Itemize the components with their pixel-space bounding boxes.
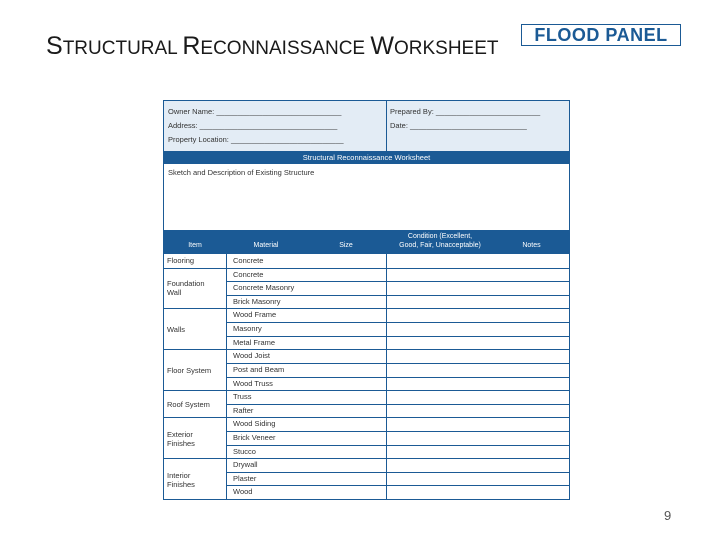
row-divider <box>226 404 569 405</box>
item-roof-system: Roof System <box>167 400 210 409</box>
item-walls: Walls <box>167 325 186 334</box>
row-divider <box>164 349 569 350</box>
row-divider <box>226 485 569 486</box>
property-location-field: Property Location: ___________________________ <box>168 135 344 144</box>
table-body <box>164 254 569 499</box>
address-field: Address: _________________________________ <box>168 121 338 130</box>
material-cell: Wood Siding <box>233 419 276 429</box>
material-cell: Wood <box>233 487 253 497</box>
logo-text: FLOOD PANEL <box>534 25 668 45</box>
header-divider <box>386 101 387 151</box>
item-flooring: Flooring <box>167 256 195 265</box>
prepared-by-field: Prepared By: _________________________ <box>390 107 541 116</box>
item-interior-finishes-line1: Interior <box>167 471 191 480</box>
item-foundation-wall-line2: Wall <box>167 288 182 297</box>
row-divider <box>226 472 569 473</box>
material-cell: Concrete Masonry <box>233 283 295 293</box>
material-cell: Stucco <box>233 446 256 456</box>
row-divider <box>226 377 569 378</box>
sketch-area <box>164 164 569 231</box>
row-divider <box>226 445 569 446</box>
row-divider <box>164 458 569 459</box>
item-foundation-wall-line1: Foundation <box>167 279 205 288</box>
section-title-bar: Structural Reconnaissance Worksheet <box>164 151 569 164</box>
sketch-label: Sketch and Description of Existing Structure <box>168 168 315 177</box>
row-divider <box>164 268 569 269</box>
row-divider <box>164 308 569 309</box>
item-floor-system: Floor System <box>167 366 212 375</box>
material-cell: Wood Truss <box>233 378 273 388</box>
page-number: 9 <box>664 508 672 523</box>
owner-name-field: Owner Name: ______________________________ <box>168 107 342 116</box>
material-cell: Post and Beam <box>233 364 285 374</box>
date-field: Date: ____________________________ <box>390 121 527 130</box>
col-size: Size <box>339 242 353 249</box>
row-divider <box>226 336 569 337</box>
col-item: Item <box>188 242 202 249</box>
material-cell: Rafter <box>233 405 254 415</box>
table-header <box>164 230 569 254</box>
slide-title: STRUCTURAL RECONNAISSANCE WORKSHEET <box>46 32 499 60</box>
material-cell: Masonry <box>233 324 262 334</box>
row-divider <box>164 390 569 391</box>
material-cell: Wood Joist <box>233 351 270 361</box>
material-cell: Drywall <box>233 460 258 470</box>
material-cell: Plaster <box>233 473 257 483</box>
material-cell: Truss <box>233 392 252 402</box>
row-divider <box>226 322 569 323</box>
material-cell: Wood Frame <box>233 310 277 320</box>
material-cell: Brick Veneer <box>233 432 276 442</box>
col-notes: Notes <box>522 242 541 249</box>
worksheet-form <box>163 100 570 500</box>
form-header <box>164 101 569 151</box>
material-cell: Metal Frame <box>233 337 276 347</box>
material-cell: Concrete <box>233 269 264 279</box>
material-cell: Brick Masonry <box>233 296 281 306</box>
item-exterior-finishes-line2: Finishes <box>167 439 195 448</box>
flood-panel-logo <box>521 24 681 46</box>
col-condition-line1: Condition (Excellent, <box>407 233 473 240</box>
item-exterior-finishes-line1: Exterior <box>167 430 193 439</box>
col-condition-line2: Good, Fair, Unacceptable) <box>399 242 481 249</box>
col-material: Material <box>253 242 279 249</box>
row-divider <box>164 417 569 418</box>
material-cell: Concrete <box>233 256 264 265</box>
row-divider <box>226 431 569 432</box>
item-interior-finishes-line2: Finishes <box>167 480 195 489</box>
